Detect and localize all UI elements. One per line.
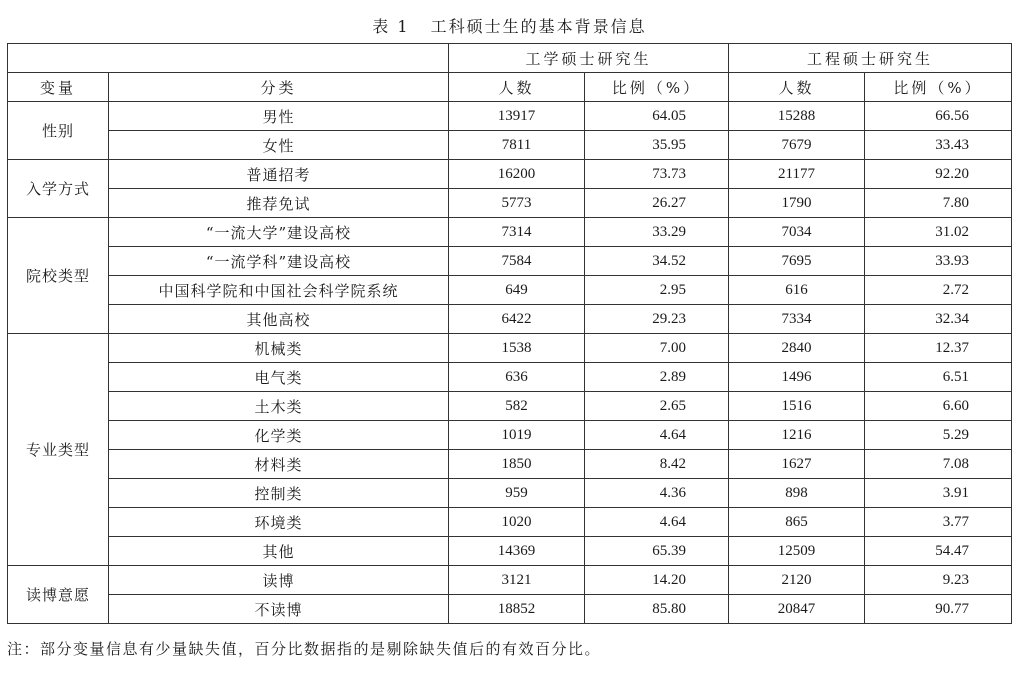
- category-cell: 普通招考: [109, 160, 449, 189]
- academic-count-cell: 1020: [449, 508, 585, 537]
- academic-ratio-cell: 4.64: [585, 508, 729, 537]
- academic-count-cell: 5773: [449, 189, 585, 218]
- professional-ratio-cell: 3.91: [865, 479, 1012, 508]
- category-cell: “一流学科”建设高校: [109, 247, 449, 276]
- academic-count-cell: 959: [449, 479, 585, 508]
- category-cell: 化学类: [109, 421, 449, 450]
- academic-count-cell: 582: [449, 392, 585, 421]
- professional-ratio-cell: 54.47: [865, 537, 1012, 566]
- academic-ratio-cell: 4.64: [585, 421, 729, 450]
- category-cell: 环境类: [109, 508, 449, 537]
- academic-count-cell: 1850: [449, 450, 585, 479]
- professional-ratio-cell: 90.77: [865, 595, 1012, 624]
- professional-count-cell: 2120: [729, 566, 865, 595]
- table-row: [8, 508, 1012, 537]
- professional-ratio-cell: 7.80: [865, 189, 1012, 218]
- professional-count-cell: 1216: [729, 421, 865, 450]
- table-row: [8, 537, 1012, 566]
- variable-cell: 院校类型: [8, 218, 109, 334]
- header-ratio-professional: 比例（%）: [865, 73, 1012, 102]
- category-cell: 推荐免试: [109, 189, 449, 218]
- category-cell: 机械类: [109, 334, 449, 363]
- table-row: [8, 247, 1012, 276]
- academic-count-cell: 14369: [449, 537, 585, 566]
- academic-ratio-cell: 2.89: [585, 363, 729, 392]
- academic-ratio-cell: 85.80: [585, 595, 729, 624]
- table-row: [8, 334, 1012, 363]
- table-row: [8, 218, 1012, 247]
- academic-count-cell: 16200: [449, 160, 585, 189]
- professional-count-cell: 21177: [729, 160, 865, 189]
- professional-count-cell: 1496: [729, 363, 865, 392]
- academic-count-cell: 7811: [449, 131, 585, 160]
- category-cell: 电气类: [109, 363, 449, 392]
- academic-ratio-cell: 34.52: [585, 247, 729, 276]
- academic-ratio-cell: 4.36: [585, 479, 729, 508]
- table-row: [8, 450, 1012, 479]
- table-row: [8, 392, 1012, 421]
- professional-ratio-cell: 92.20: [865, 160, 1012, 189]
- academic-count-cell: 649: [449, 276, 585, 305]
- professional-count-cell: 1790: [729, 189, 865, 218]
- category-cell: 控制类: [109, 479, 449, 508]
- professional-count-cell: 616: [729, 276, 865, 305]
- variable-cell: 性别: [8, 102, 109, 160]
- table-row: [8, 566, 1012, 595]
- header-row-groups: [8, 44, 1012, 73]
- header-variable: 变量: [8, 73, 109, 102]
- professional-ratio-cell: 3.77: [865, 508, 1012, 537]
- academic-ratio-cell: 29.23: [585, 305, 729, 334]
- table-body: [8, 102, 1012, 624]
- table-row: [8, 102, 1012, 131]
- academic-count-cell: 636: [449, 363, 585, 392]
- academic-ratio-cell: 64.05: [585, 102, 729, 131]
- professional-ratio-cell: 12.37: [865, 334, 1012, 363]
- academic-count-cell: 7584: [449, 247, 585, 276]
- table-row: [8, 189, 1012, 218]
- table-caption: [0, 14, 1019, 37]
- professional-count-cell: 12509: [729, 537, 865, 566]
- professional-count-cell: 865: [729, 508, 865, 537]
- academic-ratio-cell: 35.95: [585, 131, 729, 160]
- header-blank: [8, 44, 449, 73]
- professional-count-cell: 1627: [729, 450, 865, 479]
- professional-ratio-cell: 7.08: [865, 450, 1012, 479]
- category-cell: 土木类: [109, 392, 449, 421]
- variable-cell: 读博意愿: [8, 566, 109, 624]
- category-cell: 女性: [109, 131, 449, 160]
- professional-ratio-cell: 66.56: [865, 102, 1012, 131]
- professional-ratio-cell: 33.93: [865, 247, 1012, 276]
- academic-count-cell: 18852: [449, 595, 585, 624]
- header-ratio-academic: 比例（%）: [585, 73, 729, 102]
- category-cell: 中国科学院和中国社会科学院系统: [109, 276, 449, 305]
- academic-ratio-cell: 2.95: [585, 276, 729, 305]
- category-cell: 读博: [109, 566, 449, 595]
- professional-ratio-cell: 6.51: [865, 363, 1012, 392]
- professional-count-cell: 7679: [729, 131, 865, 160]
- professional-ratio-cell: 31.02: [865, 218, 1012, 247]
- professional-count-cell: 7334: [729, 305, 865, 334]
- variable-cell: 专业类型: [8, 334, 109, 566]
- professional-count-cell: 15288: [729, 102, 865, 131]
- table-row: [8, 363, 1012, 392]
- table-title: 工科硕士生的基本背景信息: [430, 17, 647, 36]
- table-number: 表 1: [372, 17, 410, 36]
- data-table: [7, 43, 1012, 624]
- table-row: [8, 305, 1012, 334]
- variable-cell: 入学方式: [8, 160, 109, 218]
- professional-ratio-cell: 2.72: [865, 276, 1012, 305]
- category-cell: 其他高校: [109, 305, 449, 334]
- academic-count-cell: 13917: [449, 102, 585, 131]
- header-row-columns: [8, 73, 1012, 102]
- academic-ratio-cell: 26.27: [585, 189, 729, 218]
- table-row: [8, 160, 1012, 189]
- table-row: [8, 479, 1012, 508]
- professional-count-cell: 898: [729, 479, 865, 508]
- academic-ratio-cell: 33.29: [585, 218, 729, 247]
- table-row: [8, 276, 1012, 305]
- header-count-professional: 人数: [729, 73, 865, 102]
- professional-count-cell: 7695: [729, 247, 865, 276]
- header-category: 分类: [109, 73, 449, 102]
- professional-ratio-cell: 9.23: [865, 566, 1012, 595]
- academic-ratio-cell: 8.42: [585, 450, 729, 479]
- category-cell: 不读博: [109, 595, 449, 624]
- academic-ratio-cell: 65.39: [585, 537, 729, 566]
- academic-ratio-cell: 2.65: [585, 392, 729, 421]
- header-group-professional: 工程硕士研究生: [729, 44, 1012, 73]
- category-cell: “一流大学”建设高校: [109, 218, 449, 247]
- academic-ratio-cell: 14.20: [585, 566, 729, 595]
- table-row: [8, 595, 1012, 624]
- table-row: [8, 131, 1012, 160]
- academic-count-cell: 1019: [449, 421, 585, 450]
- professional-count-cell: 2840: [729, 334, 865, 363]
- category-cell: 男性: [109, 102, 449, 131]
- table-row: [8, 421, 1012, 450]
- academic-ratio-cell: 73.73: [585, 160, 729, 189]
- professional-ratio-cell: 6.60: [865, 392, 1012, 421]
- professional-count-cell: 7034: [729, 218, 865, 247]
- table-note: 注：部分变量信息有少量缺失值，百分比数据指的是剔除缺失值后的有效百分比。: [7, 640, 602, 658]
- professional-ratio-cell: 32.34: [865, 305, 1012, 334]
- category-cell: 其他: [109, 537, 449, 566]
- academic-ratio-cell: 7.00: [585, 334, 729, 363]
- header-group-academic: 工学硕士研究生: [449, 44, 729, 73]
- header-count-academic: 人数: [449, 73, 585, 102]
- professional-ratio-cell: 33.43: [865, 131, 1012, 160]
- academic-count-cell: 6422: [449, 305, 585, 334]
- academic-count-cell: 7314: [449, 218, 585, 247]
- professional-ratio-cell: 5.29: [865, 421, 1012, 450]
- category-cell: 材料类: [109, 450, 449, 479]
- academic-count-cell: 1538: [449, 334, 585, 363]
- professional-count-cell: 20847: [729, 595, 865, 624]
- professional-count-cell: 1516: [729, 392, 865, 421]
- academic-count-cell: 3121: [449, 566, 585, 595]
